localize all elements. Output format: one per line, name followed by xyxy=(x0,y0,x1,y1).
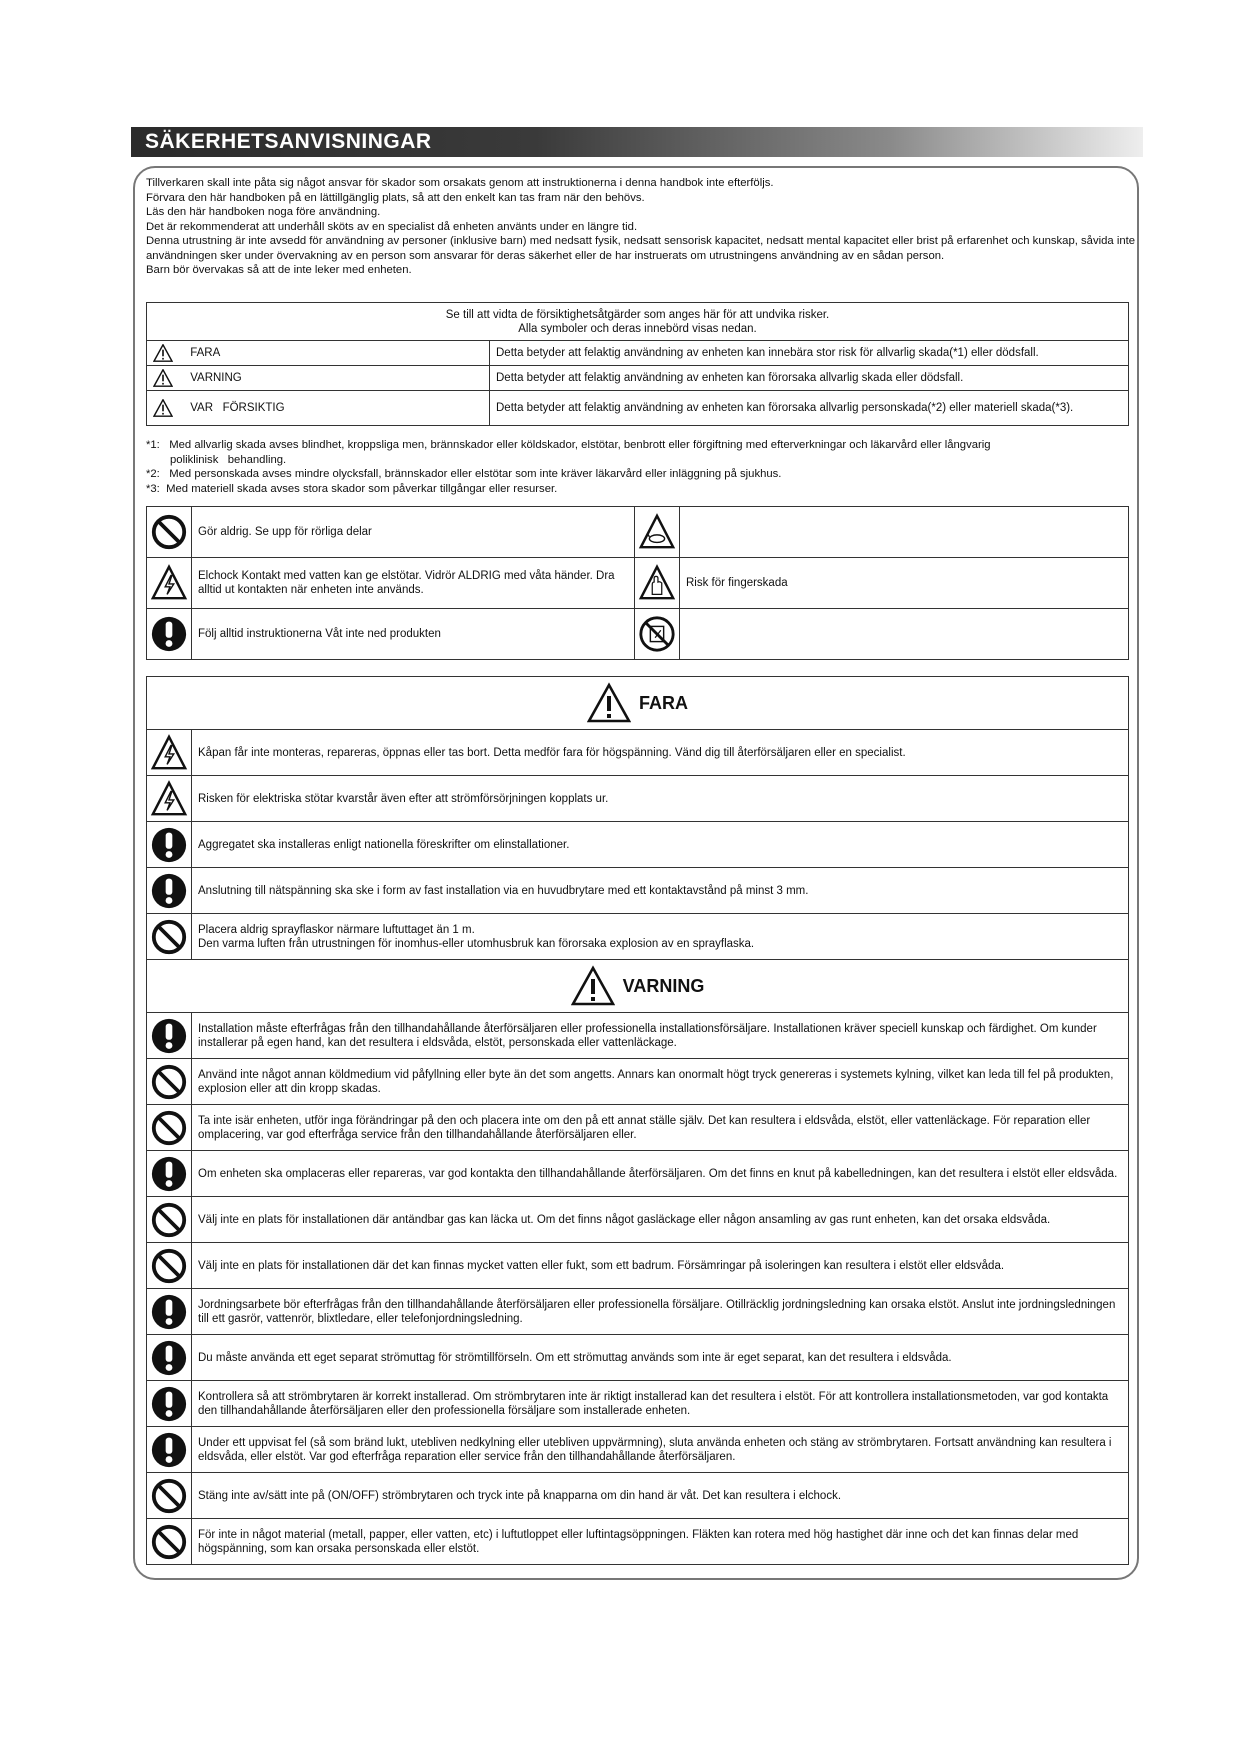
mandatory-icon xyxy=(150,1385,188,1423)
signal-header-line: Se till att vidta de försiktighetsåtgärder som anges här för att undvika risker. xyxy=(445,308,830,321)
mandatory-icon xyxy=(150,1155,188,1193)
rotating-part-warning-icon xyxy=(638,513,676,551)
symbol-description: Gör aldrig. Se upp för rörliga delar xyxy=(192,507,635,558)
instruction-text: Du måste använda ett eget separat strömuttag för strömtillförseln. Om ett strömuttag används som inte är eget separat, kan det resultera i eldsvåda. xyxy=(192,1335,1129,1381)
symbol-cell xyxy=(147,558,192,609)
symbol-description: Risk för fingerskada xyxy=(680,558,1129,609)
footnote: poliklinisk behandling. xyxy=(170,453,287,466)
intro-line: Barn bör övervakas så att de inte leker med enheten. xyxy=(146,264,412,276)
instruction-text: Risken för elektriska stötar kvarstår även efter att strömförsörjningen kopplats ur. xyxy=(192,776,1129,822)
mandatory-icon xyxy=(150,1293,188,1331)
symbol-description xyxy=(680,507,1129,558)
warning-triangle-icon xyxy=(153,369,173,387)
instruction-icon-cell xyxy=(147,1059,192,1105)
instruction-icon-cell xyxy=(147,822,192,868)
prohibition-icon xyxy=(150,1477,188,1515)
mandatory-icon xyxy=(150,1339,188,1377)
instruction-text: Om enheten ska omplaceras eller repareras, var god kontakta den tillhandahållande återförsäljaren. Om det finns en knut på kabelledningen, kan det resultera i elstöt eller eldsvåda. xyxy=(192,1151,1129,1197)
electric-shock-warning-icon xyxy=(150,734,188,772)
prohibition-icon xyxy=(150,1201,188,1239)
mandatory-icon xyxy=(150,826,188,864)
mandatory-icon xyxy=(150,1017,188,1055)
intro-line: Tillverkaren skall inte påta sig något ansvar för skador som orsakats genom att instruktionerna i denna handbok inte efterföljs. xyxy=(146,177,774,189)
signal-description: Detta betyder att felaktig användning av enheten kan innebära stor risk för allvarlig skada(*1) eller dödsfall. xyxy=(490,341,1129,366)
instruction-text: Ta inte isär enheten, utför inga förändringar på den och placera inte om den på ett annat ställe själv. Det kan resultera i eldsvåda, elstöt, eller vattenläckage. För reparation eller omplacering, var god efterfråga service från den tillhandahållande återförsäljaren eller. xyxy=(192,1105,1129,1151)
varning-heading: VARNING xyxy=(622,976,705,996)
instruction-icon-cell xyxy=(147,1289,192,1335)
instruction-icon-cell xyxy=(147,1151,192,1197)
warning-triangle-icon xyxy=(153,344,173,362)
safety-instructions-table xyxy=(146,676,1129,1565)
instruction-icon-cell xyxy=(147,1335,192,1381)
prohibition-icon xyxy=(150,1247,188,1285)
prohibition-icon xyxy=(150,918,188,956)
instruction-text: Använd inte något annan köldmedium vid påfyllning eller byte än det som angetts. Annars kan onormalt högt tryck genereras i systemets kylning, vilket kan leda till fel på produkten, explosion eller att din kropp skadas. xyxy=(192,1059,1129,1105)
signal-description: Detta betyder att felaktig användning av enheten kan förorsaka allvarlig skada eller dödsfall. xyxy=(490,366,1129,391)
instruction-icon-cell xyxy=(147,1013,192,1059)
instruction-icon-cell xyxy=(147,1381,192,1427)
signal-header-line: Alla symboler och deras innebörd visas nedan. xyxy=(518,322,757,335)
instruction-icon-cell xyxy=(147,1197,192,1243)
instruction-text: Under ett uppvisat fel (så som bränd lukt, utebliven nedkylning eller utebliven uppvärmning), sluta använda enheten och stäng av strömbrytaren. Fortsatt användning kan resultera i eldsvåda, eller elstöt. Var god efterfråga reparation eller service från den tillhandahållande återförsäljaren. xyxy=(192,1427,1129,1473)
symbol-description: Följ alltid instruktionerna Våt inte ned produkten xyxy=(192,609,635,660)
symbol-description: Elchock Kontakt med vatten kan ge elstötar. Vidrör ALDRIG med våta händer. Dra alltid ut kontakten när enheten inte används. xyxy=(192,558,635,609)
signal-label-fara: FARA xyxy=(190,347,221,360)
no-water-icon xyxy=(638,615,676,653)
electric-shock-warning-icon xyxy=(150,564,188,602)
instruction-icon-cell xyxy=(147,1473,192,1519)
footnote: *1: Med allvarlig skada avses blindhet, kroppsliga men, brännskador eller köldskador, elstötar, benbrott eller förgiftning med efterverkningar och läkarvård eller långvarig xyxy=(146,439,991,451)
symbol-cell xyxy=(635,558,680,609)
symbol-description xyxy=(680,609,1129,660)
signal-description: Detta betyder att felaktig användning av enheten kan förorsaka allvarlig personskada(*2) eller materiell skada(*3). xyxy=(490,391,1129,426)
electric-shock-warning-icon xyxy=(150,780,188,818)
symbol-legend-table xyxy=(146,506,1129,660)
warning-triangle-icon xyxy=(571,965,615,1007)
instruction-text: Placera aldrig sprayflaskor närmare luftuttaget än 1 m. Den varma luften från utrustningen för inomhus-eller utomhusbruk kan förorsaka explosion av en sprayflaska. xyxy=(192,914,1129,960)
instruction-text: För inte in något material (metall, papper, eller vatten, etc) i luftutloppet eller luftintagsöppningen. Fläkten kan rotera med hög hastighet där inne och det kan finnas delar med högspänning, som kan orsaka personskada eller elstöt. xyxy=(192,1519,1129,1565)
instruction-text: Aggregatet ska installeras enligt nationella föreskrifter om elinstallationer. xyxy=(192,822,1129,868)
footnote: *2: Med personskada avses mindre olycksfall, brännskador eller elstötar som inte kräver läkarvård eller inläggning på sjukhus. xyxy=(146,468,782,480)
footnotes xyxy=(146,438,1136,496)
instruction-text: Anslutning till nätspänning ska ske i form av fast installation via en huvudbrytare med ett kontaktavstånd på minst 3 mm. xyxy=(192,868,1129,914)
prohibition-icon xyxy=(150,1109,188,1147)
instruction-icon-cell xyxy=(147,1427,192,1473)
mandatory-icon xyxy=(150,872,188,910)
intro-line: Det är rekommenderat att underhåll sköts av en specialist då enheten använts under en längre tid. xyxy=(146,220,638,233)
instruction-text: Stäng inte av/sätt inte på (ON/OFF) strömbrytaren och tryck inte på knapparna om din hand är våt. Det kan resultera i elchock. xyxy=(192,1473,1129,1519)
prohibition-icon xyxy=(150,1523,188,1561)
signal-label-varning: VARNING xyxy=(190,372,242,385)
warning-triangle-icon xyxy=(587,682,631,724)
symbol-cell xyxy=(635,609,680,660)
symbol-cell xyxy=(147,507,192,558)
instruction-text: Installation måste efterfrågas från den tillhandahållande återförsäljaren eller professionella installationsförsäljare. Installationen kräver speciell kunskap och färdighet. Om kunder installerar på egen hand, kan det resultera i eldsvåda, elstöt, personskada eller vattenläckage. xyxy=(192,1013,1129,1059)
prohibition-icon xyxy=(150,1063,188,1101)
instruction-icon-cell xyxy=(147,914,192,960)
page-title: SÄKERHETSANVISNINGAR xyxy=(145,130,432,153)
signal-label-cell xyxy=(147,341,490,366)
intro-line: Denna utrustning är inte avsedd för användning av personer (inklusive barn) med nedsatt fysik, nedsatt sensorisk kapacitet, nedsatt mental kapacitet eller brist på erfarenhet och kunskap, såvida inte användningen sker under övervakning av en person som ansvarar för deras säkerhet eller de har instruerats om utrustningens användning av en sådan person. xyxy=(146,235,1136,262)
instruction-icon-cell xyxy=(147,1105,192,1151)
fara-heading: FARA xyxy=(639,693,688,713)
instruction-icon-cell xyxy=(147,1519,192,1565)
signal-label-cell xyxy=(147,391,490,426)
symbol-cell xyxy=(147,609,192,660)
instruction-icon-cell xyxy=(147,776,192,822)
signal-word-table xyxy=(146,302,1129,426)
warning-triangle-icon xyxy=(153,399,173,417)
signal-label-var-forsiktig: VAR FÖRSIKTIG xyxy=(190,402,285,415)
instruction-icon-cell xyxy=(147,868,192,914)
symbol-cell xyxy=(635,507,680,558)
prohibition-icon xyxy=(150,513,188,551)
instruction-icon-cell xyxy=(147,1243,192,1289)
mandatory-icon xyxy=(150,615,188,653)
varning-heading-cell xyxy=(147,960,1129,1013)
finger-injury-warning-icon xyxy=(638,564,676,602)
intro-line: Läs den här handboken noga före användning. xyxy=(146,206,381,218)
page-header-bar xyxy=(131,127,1143,157)
mandatory-icon xyxy=(150,1431,188,1469)
instruction-text: Kontrollera så att strömbrytaren är korrekt installerad. Om strömbrytaren inte är riktigt installerad kan det resultera i elstöt. För att kontrollera installationsmetoden, var god kontakta den tillhandahållande återförsäljaren eller den professionella försäljare som installerade enheten. xyxy=(192,1381,1129,1427)
footnote: *3: Med materiell skada avses stora skador som påverkar tillgångar eller resurser. xyxy=(146,482,558,495)
signal-label-cell xyxy=(147,366,490,391)
fara-heading-cell xyxy=(147,677,1129,730)
intro-text xyxy=(146,176,1136,278)
instruction-text: Jordningsarbete bör efterfrågas från den tillhandahållande återförsäljaren eller professionella försäljare. Otillräcklig jordningsledning kan orsaka elstöt. Anslut inte jordningsledningen till ett gasrör, vattenrör, blixtledare, eller telefonjordningsledning. xyxy=(192,1289,1129,1335)
instruction-text: Kåpan får inte monteras, repareras, öppnas eller tas bort. Detta medför fara för högspänning. Vänd dig till återförsäljaren eller en specialist. xyxy=(192,730,1129,776)
intro-line: Förvara den här handboken på en lättillgänglig plats, så att den enkelt kan tas fram när den behövs. xyxy=(146,191,645,204)
instruction-text: Välj inte en plats för installationen där det kan finnas mycket vatten eller fukt, som ett badrum. Försämringar på isoleringen kan resultera i elstöt eller eldsvåda. xyxy=(192,1243,1129,1289)
instruction-text: Välj inte en plats för installationen där antändbar gas kan läcka ut. Om det finns något gasläckage eller någon ansamling av gas runt enheten, kan det orsaka eldsvåda. xyxy=(192,1197,1129,1243)
signal-table-header xyxy=(147,303,1129,341)
instruction-icon-cell xyxy=(147,730,192,776)
